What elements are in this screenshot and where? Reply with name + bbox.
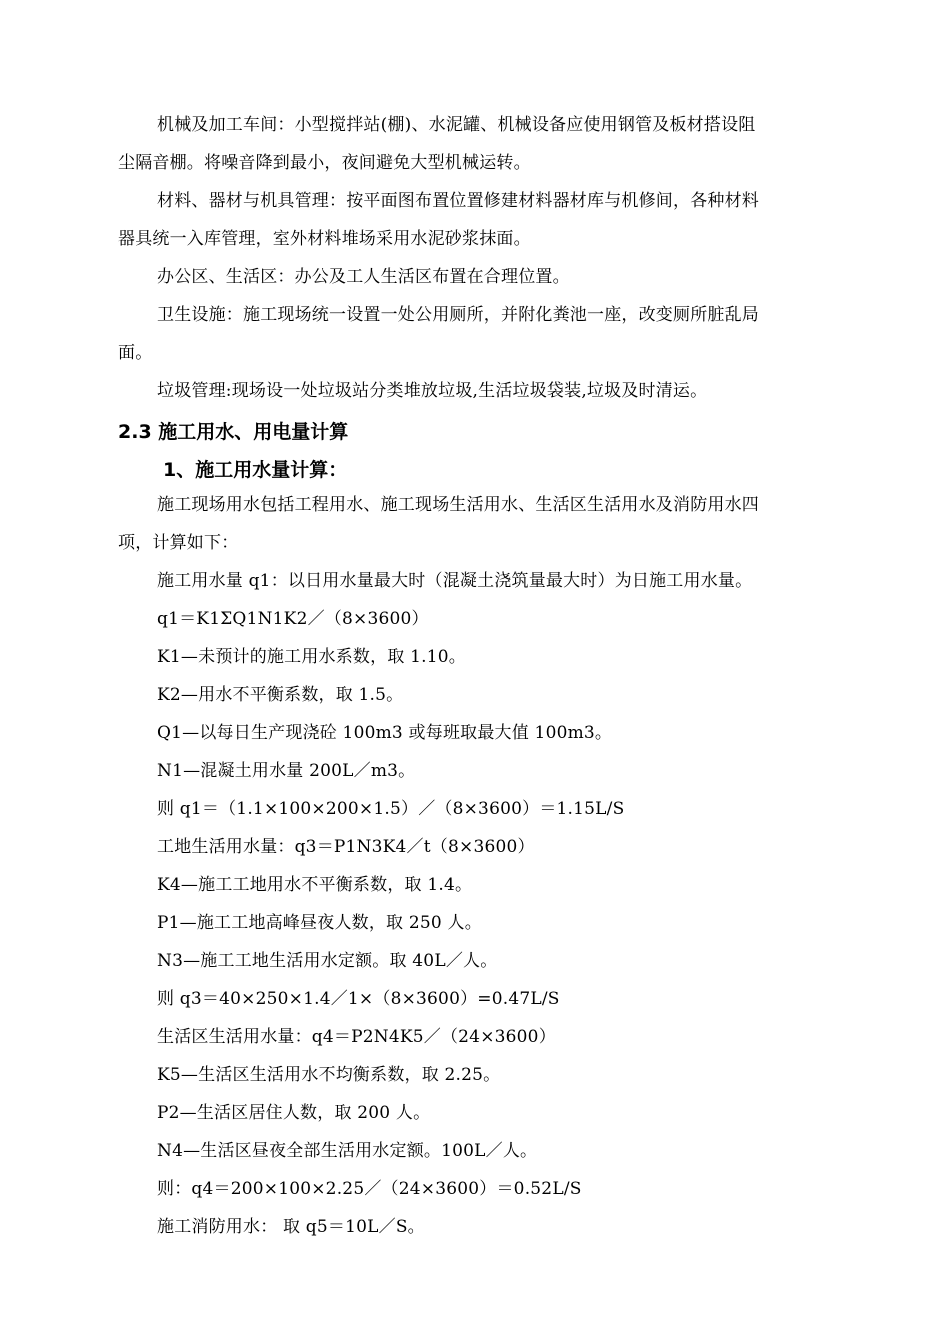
calc-q1-definition: 施工用水量 q1：以日用水量最大时（混凝土浇筑量最大时）为日施工用水量。	[157, 571, 753, 591]
calc-n1: N1—混凝土用水量 200L／m3。	[157, 761, 416, 781]
paragraph-machinery-line2: 尘隔音棚。将噪音降到最小，夜间避免大型机械运转。	[118, 153, 531, 173]
calc-q1-result: 则 q1＝（1.1×100×200×1.5）／（8×3600）＝1.15L/S	[157, 799, 625, 819]
calc-n3: N3—施工工地生活用水定额。取 40L／人。	[157, 951, 498, 971]
section-heading: 2.3 施工用水、用电量计算	[118, 421, 349, 443]
paragraph-machinery-line1: 机械及加工车间：小型搅拌站(棚)、水泥罐、机械设备应使用钢管及板材搭设阻	[157, 115, 756, 135]
subsection-heading: 1、施工用水量计算：	[163, 459, 348, 481]
paragraph-garbage: 垃圾管理:现场设一处垃圾站分类堆放垃圾,生活垃圾袋装,垃圾及时清运。	[157, 381, 708, 401]
calc-p1: P1—施工工地高峰昼夜人数，取 250 人。	[157, 913, 482, 933]
calc-k4: K4—施工工地用水不平衡系数，取 1.4。	[157, 875, 473, 895]
paragraph-materials-line1: 材料、器材与机具管理：按平面图布置位置修建材料器材库与机修间，各种材料	[157, 191, 759, 211]
paragraph-materials-line2: 器具统一入库管理，室外材料堆场采用水泥砂浆抹面。	[118, 229, 531, 249]
calc-n4: N4—生活区昼夜全部生活用水定额。100L／人。	[157, 1141, 538, 1161]
calc-k1: K1—未预计的施工用水系数，取 1.10。	[157, 647, 466, 667]
paragraph-office: 办公区、生活区：办公及工人生活区布置在合理位置。	[157, 267, 570, 287]
calc-q4-result: 则：q4＝200×100×2.25／（24×3600）＝0.52L/S	[157, 1179, 582, 1199]
calc-k5: K5—生活区生活用水不均衡系数，取 2.25。	[157, 1065, 501, 1085]
calc-q3-definition: 工地生活用水量：q3＝P1N3K4／t（8×3600）	[157, 837, 535, 857]
calc-q4-definition: 生活区生活用水量：q4＝P2N4K5／（24×3600）	[157, 1027, 556, 1047]
calc-q1-input: Q1—以每日生产现浇砼 100m3 或每班取最大值 100m3。	[157, 723, 613, 743]
calc-intro-line2: 项，计算如下：	[118, 533, 239, 553]
calc-p2: P2—生活区居住人数，取 200 人。	[157, 1103, 431, 1123]
calc-intro-line1: 施工现场用水包括工程用水、施工现场生活用水、生活区生活用水及消防用水四	[157, 495, 759, 515]
calc-q5: 施工消防用水： 取 q5＝10L／S。	[157, 1217, 425, 1237]
paragraph-sanitary-line1: 卫生设施：施工现场统一设置一处公用厕所，并附化粪池一座，改变厕所脏乱局	[157, 305, 759, 325]
calc-q3-result: 则 q3＝40×250×1.4／1×（8×3600）=0.47L/S	[157, 989, 560, 1009]
calc-k2: K2—用水不平衡系数，取 1.5。	[157, 685, 404, 705]
calc-q1-formula: q1＝K1ΣQ1N1K2／（8×3600）	[157, 609, 429, 629]
paragraph-sanitary-line2: 面。	[118, 343, 153, 363]
